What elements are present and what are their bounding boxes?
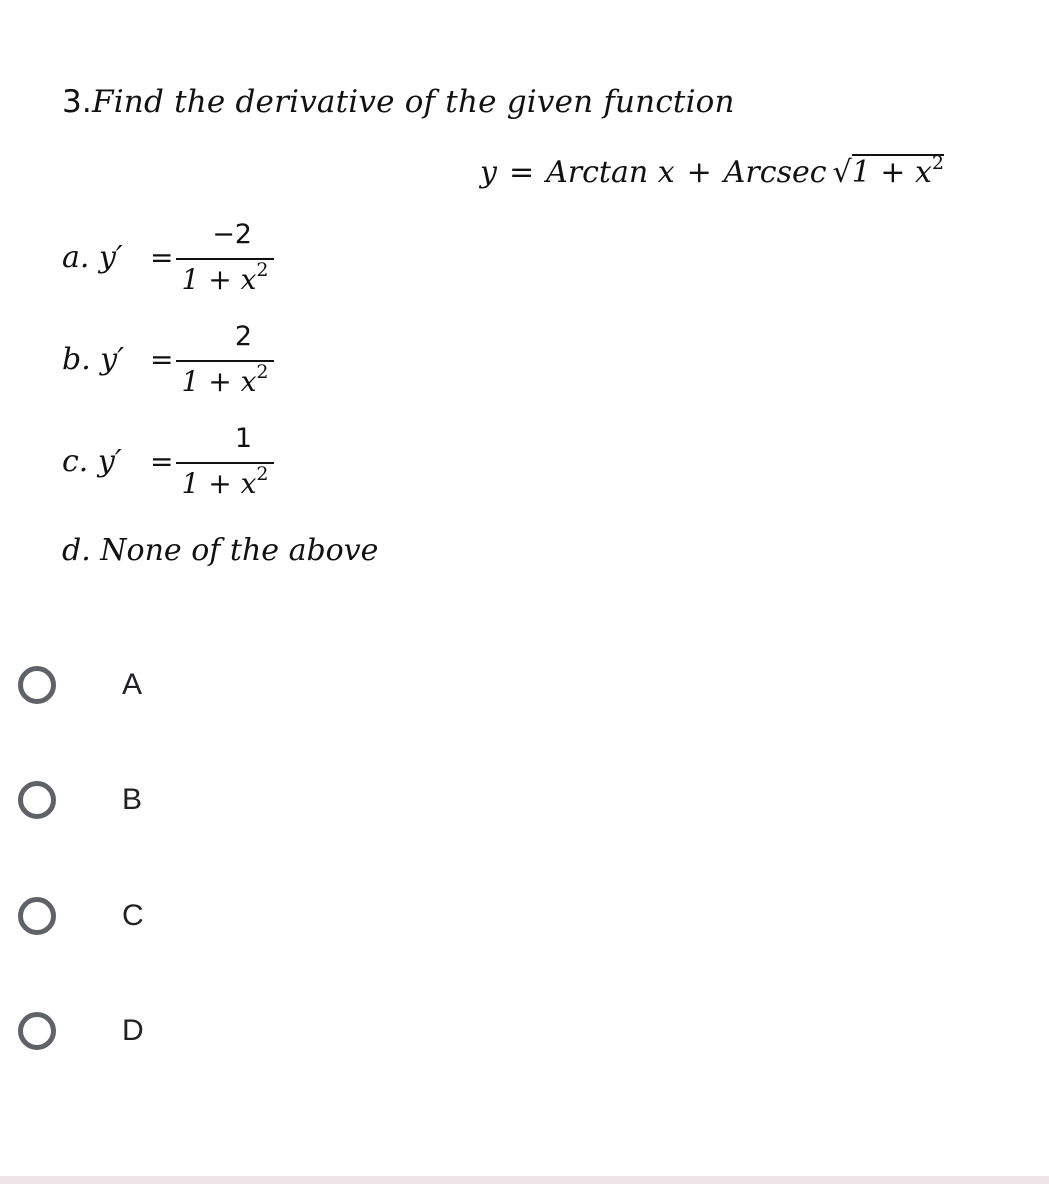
choice-label: b. y′ (62, 341, 125, 377)
radicand: $1 + x^2$ (851, 152, 944, 190)
choice-label: a. y′ (62, 239, 123, 275)
option-b[interactable] (18, 781, 142, 819)
radio-button-icon[interactable] (18, 1012, 56, 1050)
bottom-divider (0, 1176, 1049, 1184)
option-label[interactable]: C (122, 899, 144, 932)
fraction (176, 320, 274, 398)
fraction (176, 422, 274, 500)
square-root (833, 154, 944, 190)
choice-label: c. y′ (62, 443, 122, 479)
function-term-arcsec: Arcsec (723, 155, 827, 190)
choice-c (62, 422, 274, 500)
given-function (480, 154, 944, 190)
function-lhs: y (480, 155, 497, 190)
question-prompt: Find the derivative of the given function (91, 84, 735, 120)
fraction (176, 218, 274, 296)
choice-equals: = (150, 240, 174, 274)
function-equals: = (508, 155, 535, 190)
radio-button-icon[interactable] (18, 781, 56, 819)
function-plus: + (686, 155, 712, 190)
radio-button-icon[interactable] (18, 897, 56, 935)
option-label[interactable]: A (122, 668, 143, 701)
numerator: 2 (234, 321, 252, 352)
denominator: $1 + x^2$ (181, 463, 269, 500)
question-number: 3. (62, 84, 92, 120)
choice-a (62, 218, 274, 296)
function-term-arctan: Arctan x (546, 155, 675, 190)
choice-equals: = (150, 444, 174, 478)
option-a[interactable] (18, 666, 142, 704)
choice-equals: = (150, 342, 174, 376)
numerator: 1 (234, 423, 252, 454)
denominator: $1 + x^2$ (181, 361, 269, 398)
numerator: −2 (212, 219, 252, 250)
option-c[interactable] (18, 897, 144, 935)
option-d[interactable] (18, 1012, 144, 1050)
denominator: $1 + x^2$ (181, 259, 269, 296)
choice-b (62, 320, 274, 398)
radio-button-icon[interactable] (18, 666, 56, 704)
option-label[interactable]: B (122, 783, 143, 816)
radical-sign-icon: √ (832, 155, 852, 190)
question-text (62, 84, 735, 120)
option-label[interactable]: D (122, 1014, 144, 1047)
choice-d: d. None of the above (62, 533, 379, 568)
